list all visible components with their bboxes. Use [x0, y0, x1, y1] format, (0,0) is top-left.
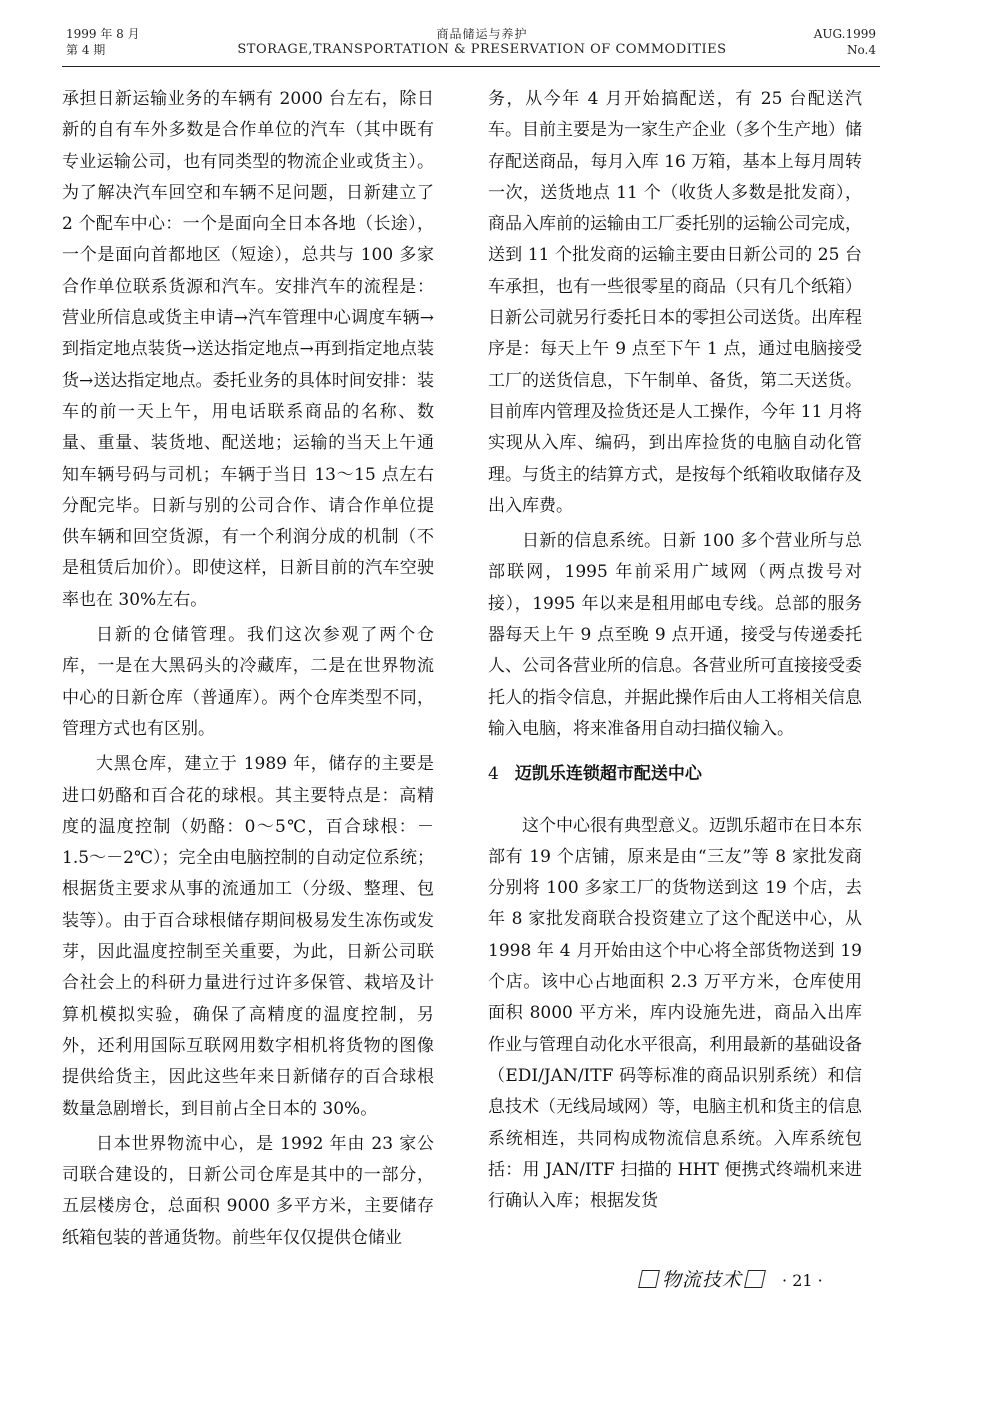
journal-title-en: STORAGE,TRANSPORTATION & PRESERVATION OF COMMODITIES	[237, 42, 727, 57]
paragraph-daikoku-warehouse: 大黑仓库，建立于 1989 年，储存的主要是进口奶酪和百合花的球根。其主要特点是：高精度的温度控制（奶酪：0～5℃，百合球根：－1.5～－2℃）；完全由电脑控制的自动定位系统；根据货主要求从事的流通加工（分级、整理、包装等）。由于百合球根储存期间极易发生冻伤或发芽，因此温度控制至关重要，为此，日新公司联合社会上的科研力量进行过许多保管、栽培及计算机模拟实验，确保了高精度的温度控制，另外，还利用国际互联网用数字相机将货物的图像提供给货主，因此这些年来日新储存的百合球根数量急剧增长，到目前占全日本的 30%。	[62, 754, 434, 1119]
left-column	[62, 84, 434, 1258]
square-ornament-icon	[638, 1270, 660, 1288]
paragraph-distribution-center: 这个中心很有典型意义。迈凯乐超市在日本东部有 19 个店铺，原来是由“三友”等 8 家批发商分别将 100 多家工厂的货物送到这 19 个店，去年 8 家批发商联合投资建立了这个配送中心，从 1998 年 4 月开始由这个中心将全部货物送到 19 个店。该中心占地面积 2.3 万平方米，仓库使用面积 8000 平方米，库内设施先进，商品入出库作业与管理自动化水平很高，利用最新的基础设备（EDI/JAN/ITF 码等标准的商品识别系统）和信息技术（无线局域网）等，电脑主机和货主的信息系统相连，共同构成物流信息系统。入库系统包括：用 JAN/ITF 扫描的 HHT 便携式终端机来进行确认入库；根据发货	[488, 815, 862, 1212]
page-number: · 21 ·	[782, 1271, 823, 1290]
header-rule	[62, 66, 880, 67]
right-column	[488, 84, 862, 1221]
paragraph-distribution: 务，从今年 4 月开始搞配送，有 25 台配送汽车。目前主要是为一家生产企业（多个生产地）储存配送商品，每月入库 16 万箱，基本上每月周转一次，送货地点 11 个（收货人多数是批发商），商品入库前的运输由工厂委托别的运输公司完成，送到 11 个批发商的运输主要由日新公司的 25 台车承担，也有一些很零星的商品（只有几个纸箱）日新公司就另行委托日本的零担公司送货。出库程序是：每天上午 9 点至下午 1 点，通过电脑接受工厂的送货信息，下午制单、备货，第二天送货。目前库内管理及捡货还是人工操作，今年 11 月将实现从入库、编码，到出库捡货的电脑自动化管理。与货主的结算方式，是按每个纸箱收取储存及出入库费。	[488, 89, 862, 516]
issue-date-en	[766, 26, 876, 58]
footer-journal-name: 物流技术	[662, 1269, 743, 1291]
running-header	[62, 26, 880, 64]
square-ornament-icon	[744, 1270, 766, 1288]
paragraph-trucking: 承担日新运输业务的车辆有 2000 台左右，除日新的自有车外多数是合作单位的汽车（其中既有专业运输公司，也有同类型的物流企业或货主）。为了解决汽车回空和车辆不足问题，日新建立了 2 个配车中心：一个是面向全日本各地（长途），一个是面向首都地区（短途），总共与 100 多家合作单位联系货源和汽车。安排汽车的流程是：营业所信息或货主申请→汽车管理中心调度车辆→到指定地点装货→送达指定地点→再到指定地点装货→送达指定地点。委托业务的具体时间安排：装车的前一天上午，用电话联系商品的名称、数量、重量、装货地、配送地；运输的当天上午通知车辆号码与司机；车辆于当日 13～15 点左右分配完毕。日新与别的公司合作、请合作单位提供车辆和回空货源，有一个利润分成的机制（不是租赁后加价）。即使这样，日新目前的汽车空驶率也在 30%左右。	[62, 89, 434, 610]
paragraph-information-system: 日新的信息系统。日新 100 多个营业所与总部联网，1995 年前采用广域网（两点拨号对接），1995 年以来是租用邮电专线。总部的服务器每天上午 9 点至晚 9 点开通，接受与传递委托人、公司各营业所的信息。各营业所可直接接受委托人的指令信息，并据此操作后由人工将相关信息输入电脑，将来准备用自动扫描仪输入。	[488, 531, 862, 739]
section-number: 4	[488, 764, 499, 785]
page-footer	[640, 1265, 900, 1295]
issue-date-cn	[66, 26, 176, 58]
journal-title	[182, 26, 782, 58]
paragraph-world-logistics-center: 日本世界物流中心，是 1992 年由 23 家公司联合建设的，日新公司仓库是其中的一部分，五层楼房仓，总面积 9000 多平方米，主要储存纸箱包装的普通货物。前些年仅仅提供仓储业	[62, 1133, 434, 1248]
header-issue-cn: 第 4 期	[66, 43, 106, 57]
header-date-en: AUG.1999	[813, 27, 876, 41]
header-issue-en: No.4	[847, 43, 876, 57]
journal-title-cn: 商品储运与养护	[436, 27, 528, 41]
section-title: 迈凯乐连锁超市配送中心	[514, 764, 702, 785]
header-date-cn: 1999 年 8 月	[66, 27, 140, 41]
section-heading	[488, 759, 862, 790]
paragraph-warehouse-management: 日新的仓储管理。我们这次参观了两个仓库，一是在大黑码头的冷藏库，二是在世界物流中心的日新仓库（普通库）。两个仓库类型不同，管理方式也有区别。	[62, 625, 434, 739]
